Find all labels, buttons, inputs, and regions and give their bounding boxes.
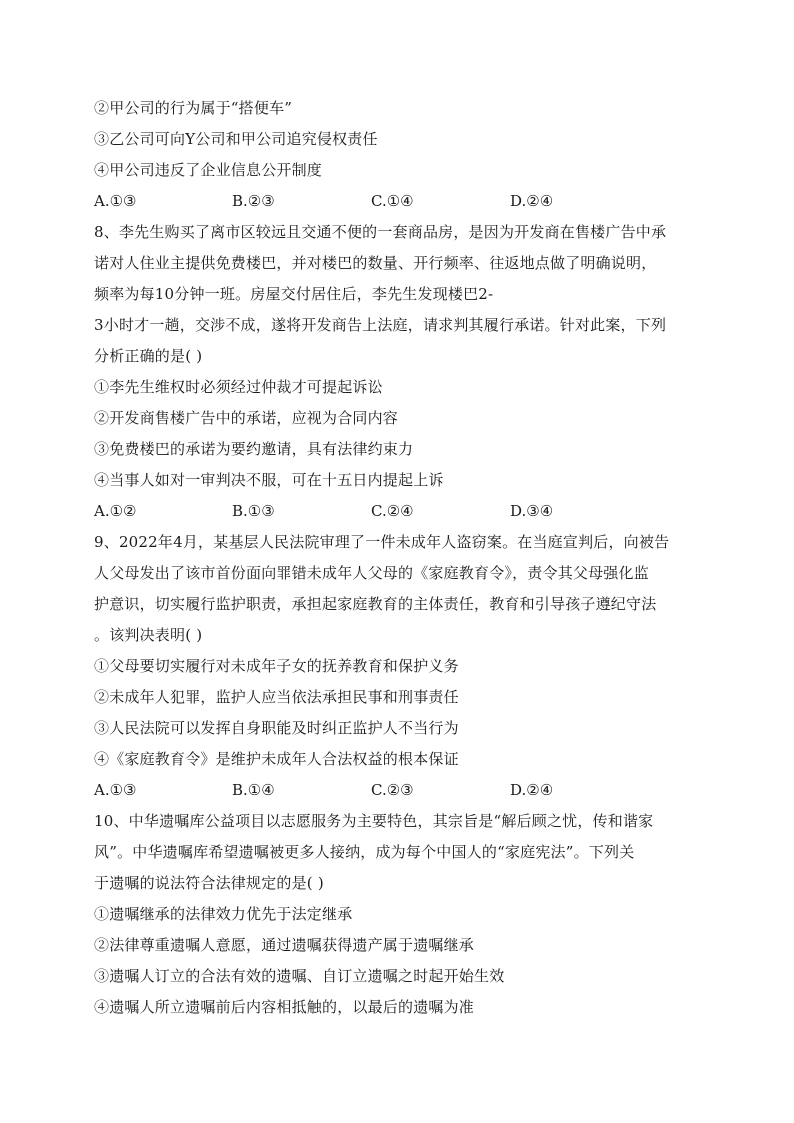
question-stem-line: 风”。中华遗嘱库希望遗嘱被更多人接纳，成为每个中国人的“家庭宪法”。下列关 xyxy=(94,843,635,861)
statement: ③免费楼巴的承诺为要约邀请，具有法律约束力 xyxy=(94,440,414,458)
option-a: A.①③ xyxy=(94,192,137,210)
option-c: C.②④ xyxy=(371,502,414,520)
statement: ③乙公司可向Y公司和甲公司追究侵权责任 xyxy=(94,130,378,148)
question-9 xyxy=(94,527,714,806)
statement: ①遗嘱继承的法律效力优先于法定继承 xyxy=(94,905,353,923)
question-stem-line: 护意识，切实履行监护职责，承担起家庭教育的主体责任，教育和引导孩子遵纪守法 xyxy=(94,595,657,613)
question-stem-line: 10、中华遗嘱库公益项目以志愿服务为主要特色，其宗旨是“解后顾之忧，传和谐家 xyxy=(94,812,654,830)
question-stem-line: 8、李先生购买了离市区较远且交通不便的一套商品房，是因为开发商在售楼广告中承 xyxy=(94,223,667,241)
question-stem-line: 于遗嘱的说法符合法律规定的是( ) xyxy=(94,874,324,892)
question-stem-line: 频率为每10分钟一班。房屋交付居住后，李先生发现楼巴2- xyxy=(94,285,494,303)
option-a: A.①② xyxy=(94,502,137,520)
statement: ④遗嘱人所立遗嘱前后内容相抵触的，以最后的遗嘱为准 xyxy=(94,998,475,1016)
answer-options xyxy=(94,496,714,527)
statement: ①李先生维权时必须经过仲裁才可提起诉讼 xyxy=(94,378,383,396)
statement: ③人民法院可以发挥自身职能及时纠正监护人不当行为 xyxy=(94,719,459,737)
question-stem-line: 人父母发出了该市首份面向罪错未成年人父母的《家庭教育令》，责令其父母强化监 xyxy=(94,564,649,582)
statement: ②甲公司的行为属于“搭便车” xyxy=(94,99,293,117)
question-stem-line: 3小时才一趟，交涉不成，遂将开发商告上法庭，请求判其履行承诺。针对此案，下列 xyxy=(94,316,667,334)
statement: ④《家庭教育令》是维护未成年人合法权益的根本保证 xyxy=(94,750,459,768)
statement: ②法律尊重遗嘱人意愿，通过遗嘱获得遗产属于遗嘱继承 xyxy=(94,936,475,954)
option-c: C.②③ xyxy=(371,781,414,799)
statement: ①父母要切实履行对未成年子女的抚养教育和保护义务 xyxy=(94,657,459,675)
question-stem-line: 9、2022年4月，某基层人民法院审理了一件未成年人盗窃案。在当庭宣判后，向被告 xyxy=(94,533,670,551)
option-a: A.①③ xyxy=(94,781,137,799)
option-d: D.②④ xyxy=(510,192,554,210)
option-b: B.①③ xyxy=(232,502,275,520)
statement: ③遗嘱人订立的合法有效的遗嘱、自订立遗嘱之时起开始生效 xyxy=(94,967,505,985)
question-10 xyxy=(94,806,714,1023)
exam-page xyxy=(94,93,714,1023)
option-d: D.②④ xyxy=(510,781,554,799)
statement: ②开发商售楼广告中的承诺，应视为合同内容 xyxy=(94,409,399,427)
question-stem-line: 诺对人住业主提供免费楼巴，并对楼巴的数量、开行频率、往返地点做了明确说明， xyxy=(94,254,657,272)
question-stem-line: 。该判决表明( ) xyxy=(94,626,203,644)
option-b: B.①④ xyxy=(232,781,275,799)
question-stem-line: 分析正确的是( ) xyxy=(94,347,203,365)
answer-options xyxy=(94,186,714,217)
statement: ④甲公司违反了企业信息公开制度 xyxy=(94,161,323,179)
option-c: C.①④ xyxy=(371,192,414,210)
option-d: D.③④ xyxy=(510,502,554,520)
option-b: B.②③ xyxy=(232,192,275,210)
question-8 xyxy=(94,217,714,527)
answer-options xyxy=(94,775,714,806)
question-7-tail xyxy=(94,93,714,217)
statement: ②未成年人犯罪，监护人应当依法承担民事和刑事责任 xyxy=(94,688,459,706)
statement: ④当事人如对一审判决不服，可在十五日内提起上诉 xyxy=(94,471,444,489)
